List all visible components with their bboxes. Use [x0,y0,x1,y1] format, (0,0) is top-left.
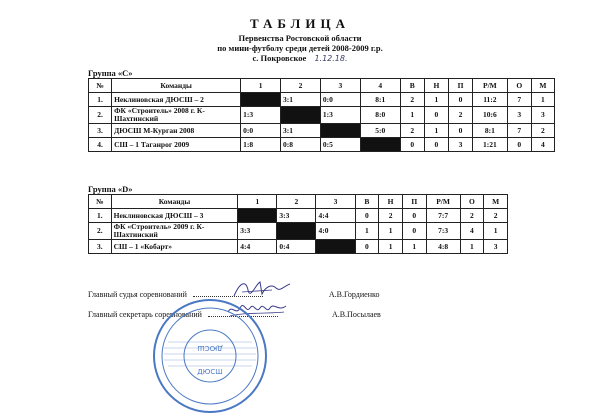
cell-losses: 2 [448,107,472,124]
col-header: Н [424,79,448,93]
col-header: 3 [316,195,355,209]
cell-self-match [241,93,281,107]
table-row [89,124,555,138]
col-header: 2 [277,195,316,209]
subtitle-tournament: по мини-футболу среди детей 2008-2009 г.р. [217,43,383,53]
judge-name: А.В.Гордиенко [328,290,380,299]
secretary-label: Главный секретарь соревнований [88,310,202,319]
col-header: В [355,195,379,209]
cell-score: 0:8 [281,138,321,152]
official-stamp-icon [150,296,270,416]
cell-wins: 0 [355,240,379,254]
cell-wins: 2 [400,124,424,138]
table-row [89,223,508,240]
cell-score: 3:1 [281,124,321,138]
cell-score: 4:4 [316,209,355,223]
cell-draws: 1 [424,93,448,107]
cell-place: 3 [484,240,508,254]
cell-draws: 2 [379,209,403,223]
cell-score: 4:0 [316,223,355,240]
cell-num: 3. [89,240,112,254]
col-header: О [460,195,484,209]
cell-self-match [277,223,316,240]
group-d-label: Группа «D» [88,184,133,194]
group-c-label: Группа «С» [88,68,133,78]
cell-score: 3:3 [277,209,316,223]
subtitle-location-date [0,53,600,64]
col-header: М [484,195,508,209]
cell-wins: 2 [400,93,424,107]
cell-wins: 0 [400,138,424,152]
cell-points: 2 [460,209,484,223]
col-header: Команды [112,79,241,93]
col-header: О [507,79,531,93]
table-header-row [89,79,555,93]
cell-score: 8:1 [360,93,400,107]
cell-draws: 1 [379,223,403,240]
subtitle-championship: Первенства Ростовской области [238,33,362,43]
cell-place: 2 [484,209,508,223]
cell-num: 1. [89,93,112,107]
cell-num: 3. [89,124,112,138]
col-header: В [400,79,424,93]
cell-num: 4. [89,138,112,152]
table-header-row [89,195,508,209]
cell-wins: 1 [355,223,379,240]
cell-team: Неклиновская ДЮСШ – 2 [112,93,241,107]
stamp-center-text: ДЮСШ [197,344,223,352]
cell-team: Неклиновская ДЮСШ – 3 [111,209,238,223]
cell-score: 8:0 [360,107,400,124]
document-title: ТАБЛИЦА [250,16,350,31]
cell-place: 2 [531,124,554,138]
stamp-center-text-2: ДЮСШ [197,368,223,376]
col-header: П [402,195,426,209]
col-header: П [448,79,472,93]
cell-losses: 0 [448,124,472,138]
col-header: Н [379,195,403,209]
cell-points: 4 [460,223,484,240]
cell-draws: 1 [424,124,448,138]
col-header: Р/М [426,195,460,209]
cell-num: 2. [89,223,112,240]
cell-place: 1 [531,93,554,107]
cell-points: 3 [507,107,531,124]
cell-team: ДЮСШ М-Курган 2008 [112,124,241,138]
cell-self-match [281,107,321,124]
cell-place: 1 [484,223,508,240]
cell-score: 4:4 [238,240,277,254]
col-header: 1 [241,79,281,93]
col-header: 1 [238,195,277,209]
cell-points: 7 [507,124,531,138]
group-d-table [88,194,508,254]
cell-team: ФК «Строитель» 2009 г. К-Шахтинский [111,223,238,240]
cell-draws: 0 [424,107,448,124]
col-header: Р/М [473,79,508,93]
col-header: М [531,79,554,93]
cell-score: 1:8 [241,138,281,152]
cell-goals: 7:3 [426,223,460,240]
cell-score: 0:4 [277,240,316,254]
table-row [89,107,555,124]
cell-score: 1:3 [241,107,281,124]
cell-team: СШ – 1 Таганрог 2009 [112,138,241,152]
cell-goals: 8:1 [473,124,508,138]
cell-score: 1:3 [320,107,360,124]
cell-team: СШ – 1 «Кобарт» [111,240,238,254]
cell-losses: 0 [448,93,472,107]
cell-losses: 3 [448,138,472,152]
col-header: № [89,195,112,209]
cell-self-match [238,209,277,223]
cell-goals: 11:2 [473,93,508,107]
cell-draws: 1 [379,240,403,254]
table-row [89,209,508,223]
handwritten-date: 1.12.18. [314,54,348,63]
cell-losses: 0 [402,209,426,223]
col-header: 4 [360,79,400,93]
table-row [89,138,555,152]
cell-goals: 7:7 [426,209,460,223]
cell-team: ФК «Строитель» 2008 г. К-Шахтинский [112,107,241,124]
secretary-name: А.В.Посылаев [331,310,381,319]
table-row [89,93,555,107]
cell-self-match [320,124,360,138]
table-row [89,240,508,254]
cell-score: 0:5 [320,138,360,152]
cell-points: 1 [460,240,484,254]
cell-score: 3:1 [281,93,321,107]
cell-score: 5:0 [360,124,400,138]
cell-score: 0:0 [241,124,281,138]
col-header: № [89,79,112,93]
cell-wins: 1 [400,107,424,124]
group-c-table [88,78,555,152]
col-header: Команды [111,195,238,209]
cell-self-match [360,138,400,152]
cell-score: 0:0 [320,93,360,107]
cell-losses: 0 [402,223,426,240]
cell-num: 1. [89,209,112,223]
col-header: 2 [281,79,321,93]
col-header: 3 [320,79,360,93]
cell-goals: 10:6 [473,107,508,124]
location-text: с. Покровское [252,53,307,63]
cell-num: 2. [89,107,112,124]
cell-losses: 1 [402,240,426,254]
cell-place: 3 [531,107,554,124]
cell-goals: 1:21 [473,138,508,152]
cell-score: 3:3 [238,223,277,240]
cell-place: 4 [531,138,554,152]
cell-draws: 0 [424,138,448,152]
judge-label: Главный судья соревнований [88,290,187,299]
cell-goals: 4:8 [426,240,460,254]
cell-wins: 0 [355,209,379,223]
cell-points: 7 [507,93,531,107]
cell-points: 0 [507,138,531,152]
cell-self-match [316,240,355,254]
